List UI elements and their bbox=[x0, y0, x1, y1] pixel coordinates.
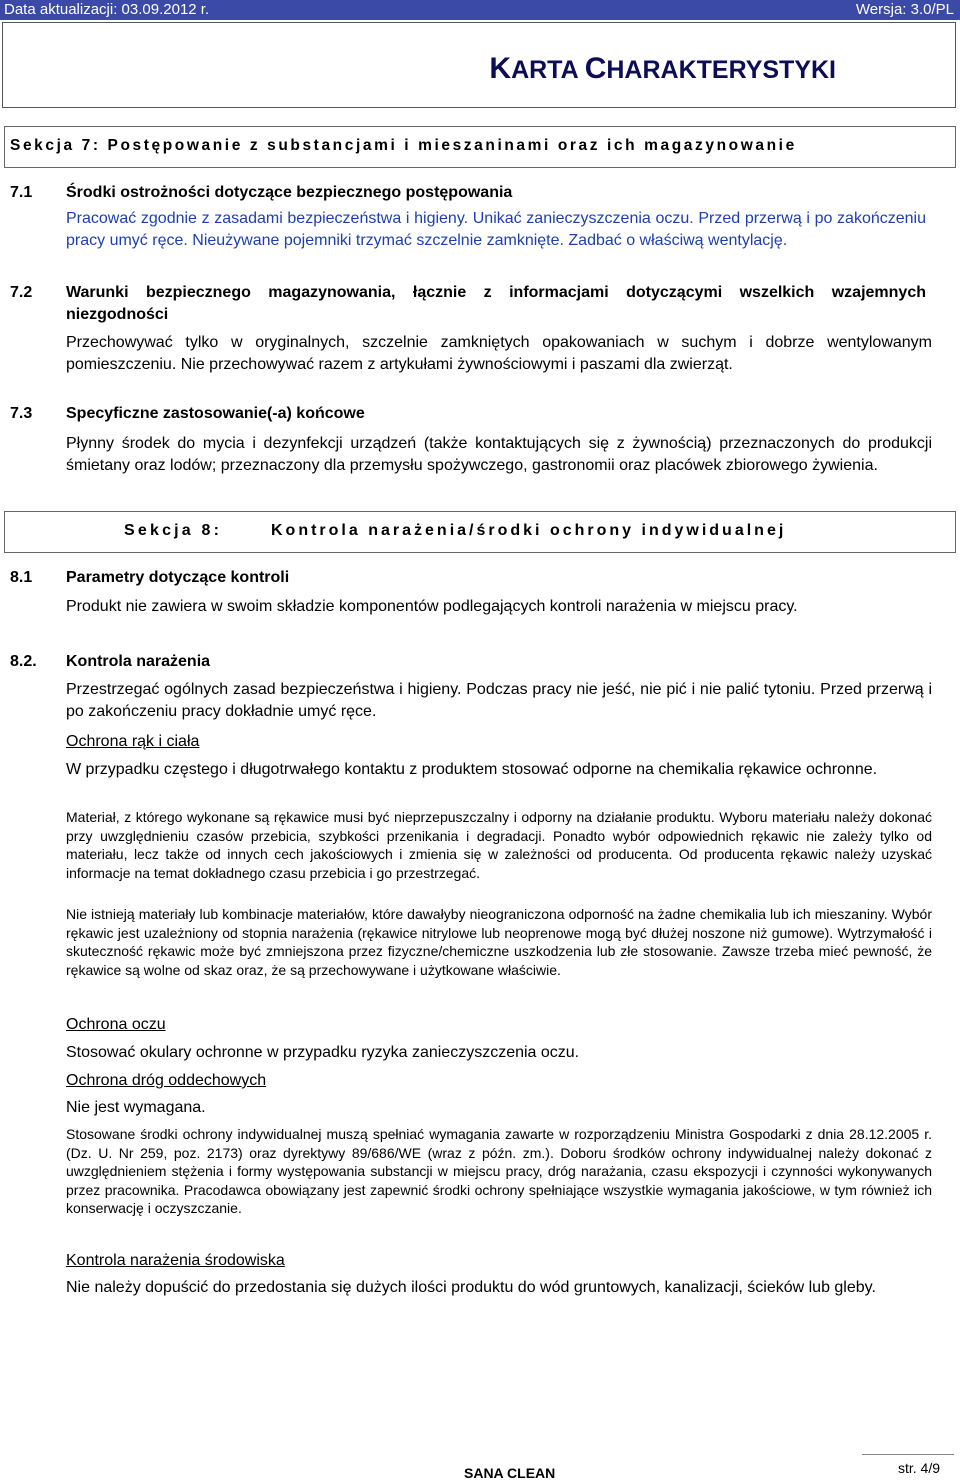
s82-heading: Kontrola narażenia bbox=[66, 653, 211, 670]
s72-text: Przechowywać tylko w oryginalnych, szczelnie zamkniętych opakowaniach w suchym i dobrze wentylowanym pomieszczeniu. Nie przechowywać razem z artykułami żywnościowymi i paszami dla zwierząt. bbox=[66, 334, 932, 373]
environment-heading: Kontrola narażenia środowiska bbox=[66, 1252, 285, 1269]
environment-text: Nie należy dopuścić do przedostania się dużych ilości produktu do wód gruntowych, kanalizacji, ścieków lub gleby. bbox=[66, 1279, 876, 1296]
footer-product-name: SANA CLEAN bbox=[464, 1465, 556, 1481]
hands-note-2: Nie istnieją materiały lub kombinacje materiałów, które dawałyby nieograniczona odporność na żadne chemikalia lub ich mieszaniny. Wybór rękawic jest uzależniony od stopnia narażenia (rękawice nitrylowe lub neoprenowe mogą być dłużej noszone niż gumowe). Wytrzymałość i skuteczność rękawic może być zmniejszona przez fizyczne/chemiczne uszkodzenia lub złe stosowanie. Zawsze trzeba mieć pewność, że rękawice są wolne od skaz oraz, że są przechowywane i użytkowane właściwie. bbox=[66, 906, 932, 978]
s73-text: Płynny środek do mycia i dezynfekcji urządzeń (także kontaktujących się z żywnością) przeznaczonych do produkcji śmietany oraz lodów; przeznaczony dla przemysłu spożywczego, gastronomii oraz placówek zbiorowego żywienia. bbox=[66, 435, 932, 474]
s82-text: Przestrzegać ogólnych zasad bezpieczeństwa i higieny. Podczas pracy nie jeść, nie pić i nie palić tytoniu. Przed przerwą i po zakończeniu pracy dokładnie umyć ręce. bbox=[66, 681, 932, 720]
footer-rule bbox=[862, 1454, 954, 1455]
respiratory-text: Nie jest wymagana. bbox=[66, 1099, 206, 1116]
s81-text: Produkt nie zawiera w swoim składzie komponentów podlegających kontroli narażenia w miejscu pracy. bbox=[66, 598, 798, 615]
s71-heading: Środki ostrożności dotyczące bezpiecznego postępowania bbox=[66, 184, 513, 201]
s72-number: 7.2 bbox=[10, 284, 33, 301]
s81-number: 8.1 bbox=[10, 569, 33, 586]
s73-number: 7.3 bbox=[10, 405, 33, 422]
hands-text: W przypadku częstego i długotrwałego kontaktu z produktem stosować odporne na chemikalia rękawice ochronne. bbox=[66, 761, 878, 778]
top-bar bbox=[0, 0, 960, 20]
s82-number: 8.2. bbox=[10, 653, 37, 670]
section8-title: Kontrola narażenia/środki ochrony indywidualnej bbox=[271, 522, 787, 539]
section8-label: Sekcja 8: bbox=[124, 522, 223, 539]
ppe-note: Stosowane środki ochrony indywidualnej muszą spełniać wymagania zawarte w rozporządzeniu Ministra Gospodarki z dnia 28.12.2005 r. (Dz. U. Nr 259, poz. 2173) oraz dyrektywy 89/686/WE (wraz z późn. zm.). Doboru środków ochrony indywidualnej należy dokonać z uwzględnieniem stężenia i formy występowania substancji w miejscu pracy, dróg narażania, czasu ekspozycji i czynności wykonywanych przez pracownika. Pracodawca obowiązany jest zapewnić środki ochrony spełniające wszystkie wymagania jakościowe, w tym również ich konserwację i oczyszczanie. bbox=[66, 1126, 932, 1217]
hands-note-1: Materiał, z którego wykonane są rękawice musi być nieprzepuszczalny i odporny na działanie produktu. Wyboru materiału należy dokonać przy uwzględnieniu czasów przebicia, szybkości przenikania i degradacji. Ponadto wybór odpowiednich rękawic nie zależy tylko od materiału, lecz także od innych cech jakościowych i zmienia się w zależności od producenta. Od producenta rękawic należy uzyskać informacje na temat dokładnego czasu przebicia i go przestrzegać. bbox=[66, 809, 932, 881]
s81-heading: Parametry dotyczące kontroli bbox=[66, 569, 290, 586]
update-date: Data aktualizacji: 03.09.2012 r. bbox=[4, 1, 210, 18]
hands-heading: Ochrona rąk i ciała bbox=[66, 733, 200, 750]
s71-text: Pracować zgodnie z zasadami bezpieczeństwa i higieny. Unikać zanieczyszczenia oczu. Przed przerwą i po zakończeniu pracy umyć ręce. Nieużywane pojemniki trzymać szczelnie zamknięte. Zadbać o właściwą wentylację. bbox=[66, 210, 926, 249]
s72-heading: Warunki bezpiecznego magazynowania, łącznie z informacjami dotyczącymi wszelkich wzajemnych niezgodności bbox=[66, 284, 926, 323]
footer-page-number: str. 4/9 bbox=[897, 1460, 940, 1476]
eyes-text: Stosować okulary ochronne w przypadku ryzyka zanieczyszczenia oczu. bbox=[66, 1044, 580, 1061]
s71-number: 7.1 bbox=[10, 184, 33, 201]
s73-heading: Specyficzne zastosowanie(-a) końcowe bbox=[66, 405, 365, 422]
section7-title: Sekcja 7: Postępowanie z substancjami i mieszaninami oraz ich magazynowanie bbox=[10, 137, 797, 154]
eyes-heading: Ochrona oczu bbox=[66, 1016, 166, 1033]
document-title: KARTA CHARAKTERYSTYKI bbox=[489, 52, 836, 85]
version: Wersja: 3.0/PL bbox=[855, 1, 954, 18]
respiratory-heading: Ochrona dróg oddechowych bbox=[66, 1072, 267, 1089]
